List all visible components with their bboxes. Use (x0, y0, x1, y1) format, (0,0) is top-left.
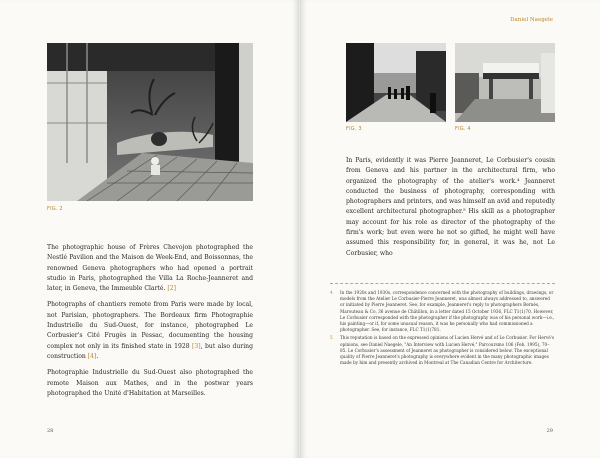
footnote-5: 5 This reputation is based on the expressed opinions of Lucien Hervé and of Le Corbusier. For Hervé's opinions, see Daniel Naegele, "An Interview with Lucien Hervé," Parcoursmo 106 (Feb. 1995), 70–85. Le Corbusier's assessment of Jeanneret as photographer is considered below. The exceptional quality of Pierre Jeanneret's photography is everywhere evident in the many photographic images made by him and presently archived in Montreal at The Canadian Centre for Architecture. (330, 335, 555, 366)
right-page (300, 0, 600, 458)
fig-2-photo-interior (47, 43, 253, 201)
paragraph-3: Photographie Industrielle du Sud-Ouest also photographed the remote Maison aux Mathes, and in the postwar years photographed the Unité d'Habitation at Marseilles. (47, 369, 253, 397)
citation-4[interactable]: [4] (87, 352, 97, 360)
notes-separator (330, 283, 555, 284)
right-body-text (346, 156, 555, 265)
footnote-marker: 5 (330, 335, 333, 341)
interior-photo-art (47, 43, 253, 201)
citation-3[interactable]: [3] (192, 342, 201, 350)
fig-3-caption: FIG. 3 (346, 126, 362, 132)
street-photo-art (346, 43, 446, 122)
footnotes (330, 290, 555, 368)
left-page (0, 0, 299, 458)
fig-2-caption: FIG. 2 (47, 206, 63, 212)
fig-3-photo-street (346, 43, 446, 122)
folio-left: 28 (47, 428, 54, 434)
fig-4-caption: FIG. 4 (455, 126, 471, 132)
left-body-text (47, 243, 253, 405)
paragraph-4: In Paris, evidently it was Pierre Jeanneret, Le Corbusier's cousin from Geneva and his partner in the architectural firm, who organized the photography of the atelier's work.⁴ Jeanneret conducted the business of photography, corresponding with photographers and printers, and was himself an avid and reputedly excellent architectural photographer.⁵ His skill as a photographer may account for his role as director of the photography of the firm's work; but even were he not so gifted, he might well have assumed this responsibility for, in general, it was he, not Le Corbusier, who (346, 157, 555, 257)
folio-right: 29 (546, 428, 553, 434)
footnote-4: 4 In the 1920s and 1930s, correspondence concerned with the photography of buildings, drawings, or models from the Atelier Le Corbusier-Pierre Jeanneret, was almost always addressed to, answered or initiated by Pierre Jeanneret. See, for example, Jeanneret's reply to photographers Bernès, Marouteau & Co, 36 avenue de Châtillon, in a letter dated 15 October 1936, FLC T1(1)70. However, Le Corbusier corresponded with the photographer if the photography was of his personal work—i.e., his painting—or if, for some unusual reason, it was he personally who had commissioned a photographer. See, for instance, FLC T1(1)781. (330, 290, 555, 333)
fig-4-photo-building (455, 43, 555, 122)
citation-2[interactable]: [2] (167, 285, 177, 293)
paragraph-2: Photographs of chantiers remote from Paris were made by local, not Parisian, photographers. The Bordeaux firm Photographie Industrielle du Sud-Ouest, for instance, photographed Le Corbusier's Cité Frugès in Pessac, documenting the housing complex not only in its finished state in 1928 [3], but also during construction [4]. (47, 301, 253, 360)
paragraph-1: The photographic house of Frères Chevojon photographed the Nestlé Pavilion and the Maison de Week-End, and Boissonnas, the renowned Geneva photographers who had opened a portrait studio in Paris, photographed the Villa La Roche-Jeanneret and later, in Geneva, the Immeuble Clarté. [2] (47, 244, 253, 293)
building-photo-art (455, 43, 555, 122)
running-head: Daniel Naegele (510, 17, 553, 23)
footnote-marker: 4 (330, 290, 333, 295)
